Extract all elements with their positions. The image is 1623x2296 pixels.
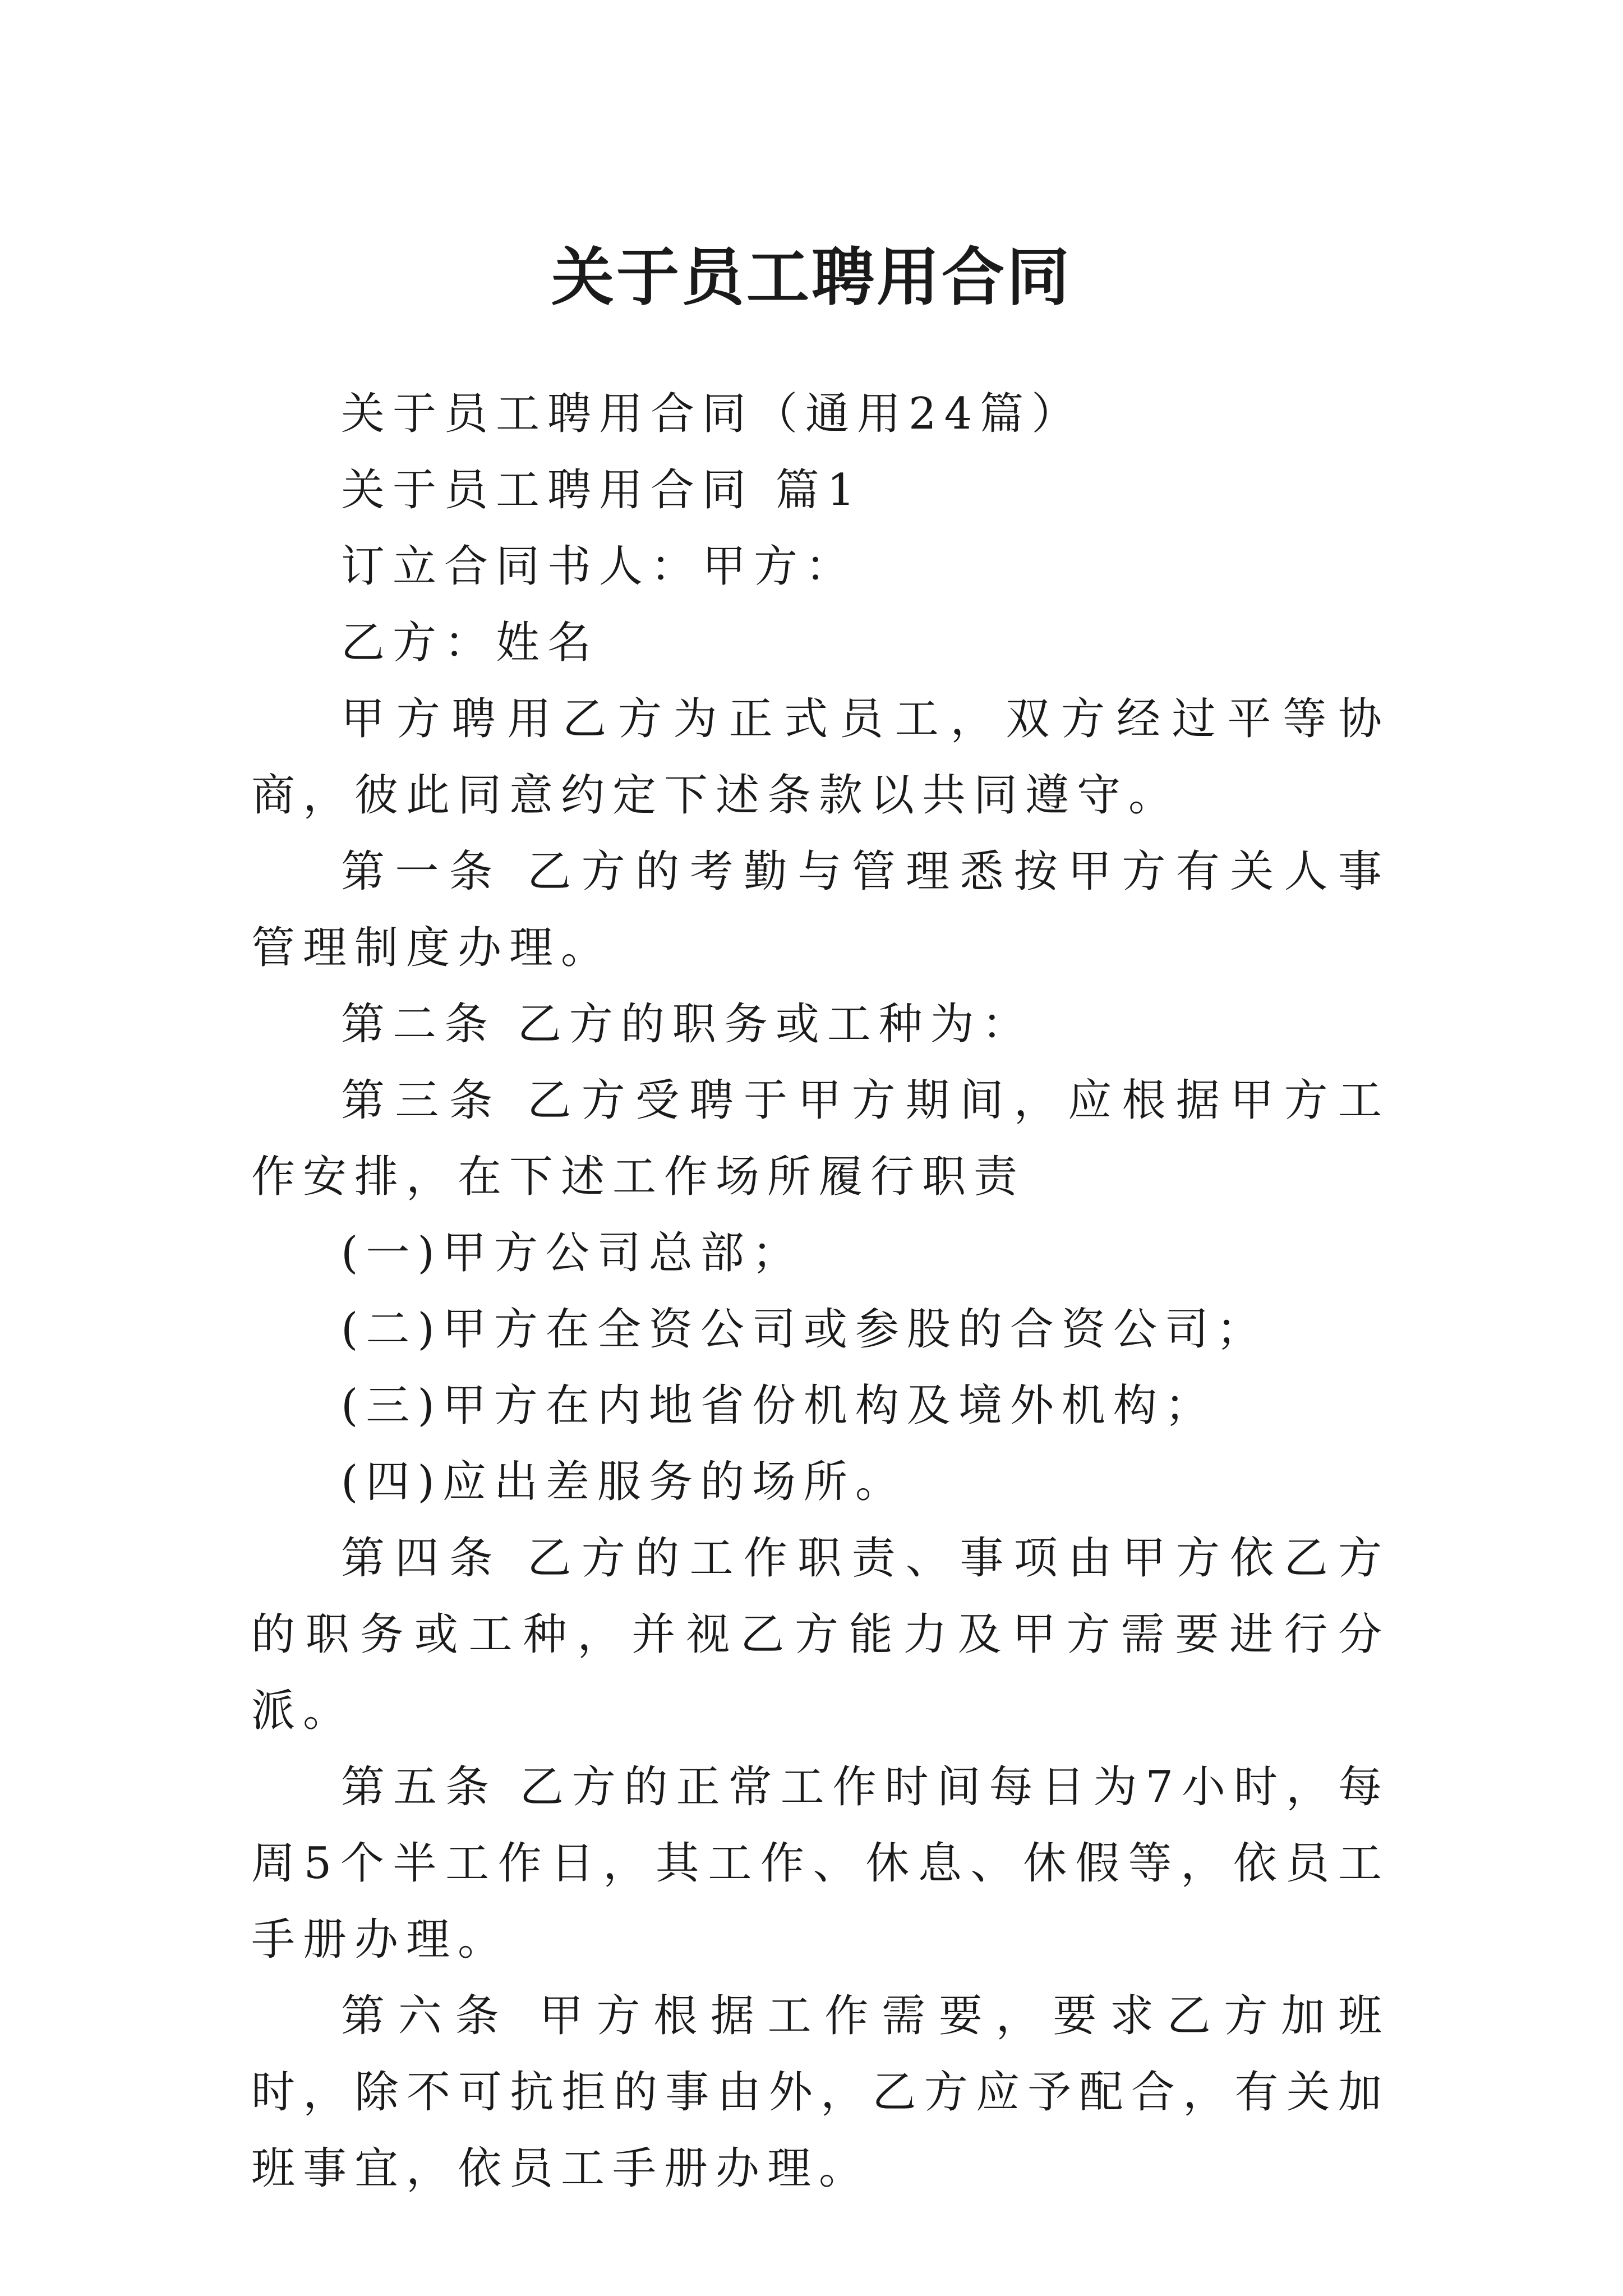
paragraph: (一)甲方公司总部； <box>341 1228 804 1278</box>
paragraph: (二)甲方在全资公司或参股的合资公司； <box>341 1304 1268 1355</box>
paragraph: (三)甲方在内地省份机构及境外机构； <box>341 1381 1216 1431</box>
paragraph: (四)应出差服务的场所。 <box>341 1457 907 1507</box>
paragraph: 第五条 乙方的正常工作时间每日为7小时，每周5个半工作日，其工作、休息、休假等，依员工手册办理。 <box>251 1762 1390 1965</box>
paragraph: 第六条 甲方根据工作需要，要求乙方加班时，除不可抗拒的事由外，乙方应予配合，有关加班事宜，依员工手册办理。 <box>251 1991 1390 2194</box>
paragraph: 第一条 乙方的考勤与管理悉按甲方有关人事管理制度办理。 <box>251 846 1390 973</box>
document-body <box>251 376 1390 2207</box>
paragraph: 第三条 乙方受聘于甲方期间，应根据甲方工作安排，在下述工作场所履行职责 <box>251 1075 1390 1202</box>
paragraph: 第四条 乙方的工作职责、事项由甲方依乙方的职务或工种，并视乙方能力及甲方需要进行分派。 <box>251 1533 1390 1736</box>
paragraph: 订立合同书人：甲方： <box>341 541 857 592</box>
paragraph: 第二条 乙方的职务或工种为： <box>341 999 1034 1050</box>
paragraph: 关于员工聘用合同 篇1 <box>341 465 863 516</box>
paragraph: 关于员工聘用合同（通用24篇） <box>341 389 1083 439</box>
paragraph: 乙方：姓名 <box>341 618 600 668</box>
paragraph: 甲方聘用乙方为正式员工，双方经过平等协商，彼此同意约定下述条款以共同遵守。 <box>251 694 1390 821</box>
document-title: 关于员工聘用合同 <box>551 241 1072 315</box>
